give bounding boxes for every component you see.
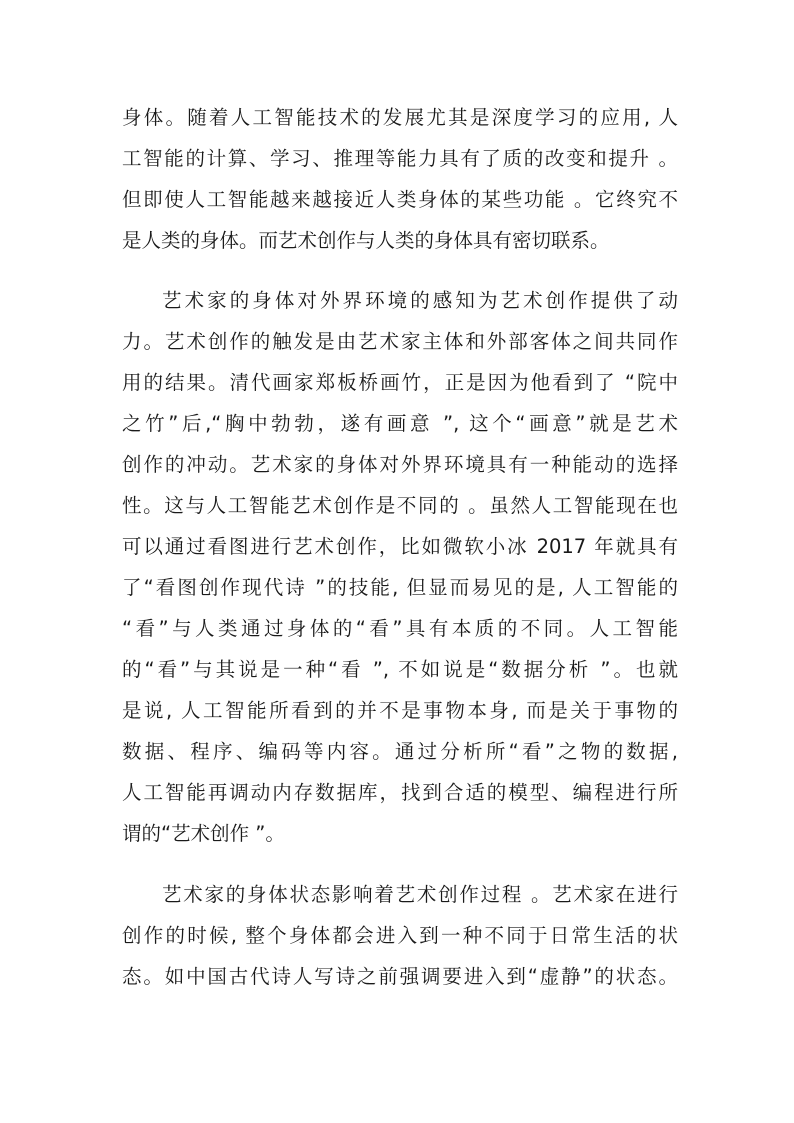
text-line: 但即使人工智能越来越接近人类身体的某些功能 。它终究不 [122, 188, 678, 211]
text-line: 了“看图创作现代诗 ”的技能, 但显而易见的是, 人工智能的 [122, 576, 678, 599]
text-line: 力。艺术创作的触发是由艺术家主体和外部客体之间共同作 [122, 330, 678, 353]
text-line: 人工智能再调动内存数据库，找到合适的模型、编程进行所 [122, 781, 678, 804]
text-line: 态。如中国古代诗人写诗之前强调要进入到“虚静”的状态。 [122, 965, 678, 988]
text-line: “看”与人类通过身体的“看”具有本质的不同。人工智能 [122, 617, 678, 640]
text-line: 创作的冲动。艺术家的身体对外界环境具有一种能动的选择 [122, 453, 678, 476]
text-line: 用的结果。清代画家郑板桥画竹，正是因为他看到了 “院中 [122, 371, 678, 394]
text-line: 谓的“艺术创作 ”。 [122, 822, 285, 845]
text-line: 创作的时候, 整个身体都会进入到一种不同于日常生活的状 [122, 924, 678, 947]
text-line: 可以通过看图进行艺术创作，比如微软小冰 2017 年就具有 [122, 535, 678, 558]
text-line: 艺术家的身体状态影响着艺术创作过程 。艺术家在进行 [162, 883, 678, 906]
text-line: 性。这与人工智能艺术创作是不同的 。虽然人工智能现在也 [122, 494, 678, 517]
text-line: 数据、程序、编码等内容。通过分析所“看”之物的数据, [122, 740, 678, 763]
text-line: 是人类的身体。而艺术创作与人类的身体具有密切联系。 [122, 229, 610, 252]
text-line: 之竹”后,“胸中勃勃，遂有画意 ”, 这个“画意”就是艺术 [122, 412, 678, 435]
text-line: 是说, 人工智能所看到的并不是事物本身, 而是关于事物的 [122, 699, 678, 722]
text-line: 艺术家的身体对外界环境的感知为艺术创作提供了动 [162, 289, 678, 312]
text-line: 工智能的计算、学习、推理等能力具有了质的改变和提升 。 [122, 147, 678, 170]
text-line: 的“看”与其说是一种“看 ”, 不如说是“数据分析 ”。也就 [122, 658, 678, 681]
text-line: 身体。随着人工智能技术的发展尤其是深度学习的应用, 人 [122, 106, 678, 129]
